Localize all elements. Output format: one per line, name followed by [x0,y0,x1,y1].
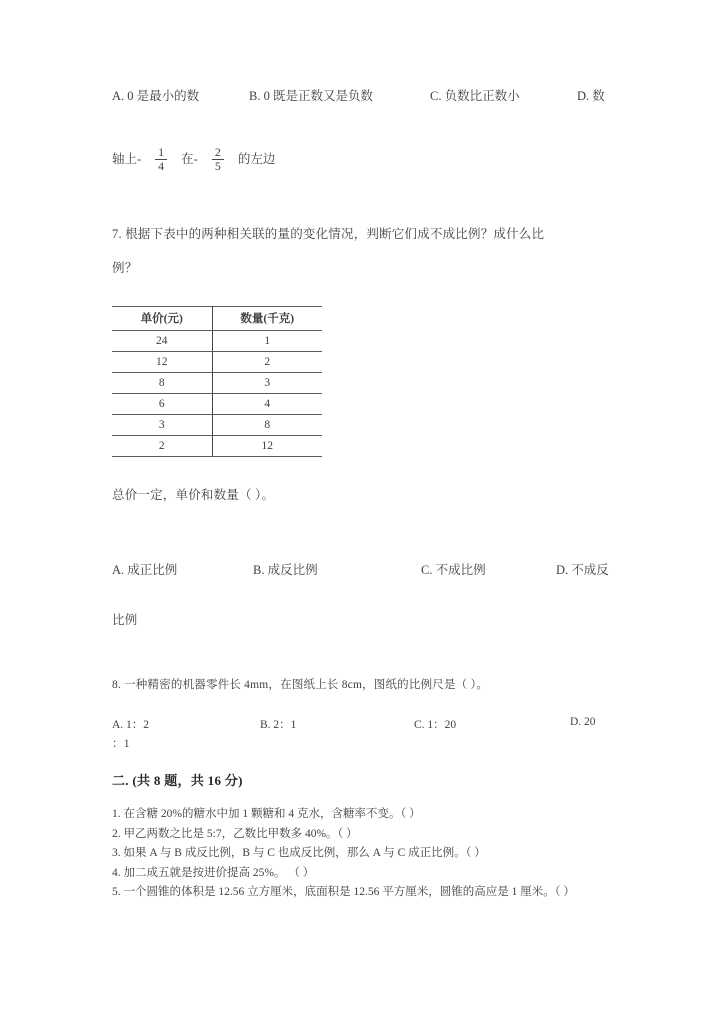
q6-option-c: C. 负数比正数小 [430,89,520,103]
q8-option-d-wrap: ：1 [112,738,130,750]
q8-option-d: D. 20 [570,716,596,728]
q7-stem-line-2: 例？ [112,261,138,275]
table-row [112,436,322,457]
table-cell-unit-price: 2 [112,436,212,457]
list-item: 3. 如果 A 与 B 成反比例，B 与 C 也成反比例，那么 A 与 C 成正比例。（ ） [112,847,486,859]
table-row [112,352,322,373]
list-item: 5. 一个圆锥的体积是 12.56 立方厘米，底面积是 12.56 平方厘米，圆锥的高应是 1 厘米。（ ） [112,886,575,898]
fraction-numerator: 2 [212,146,224,160]
table-row [112,373,322,394]
table-cell-quantity: 2 [212,352,322,373]
table-cell-quantity: 1 [212,331,322,352]
q8-option-b: B. 2：1 [260,719,297,731]
table-row [112,331,322,352]
fraction-denominator: 5 [214,158,221,173]
table-cell-quantity: 4 [212,394,322,415]
q6-continuation-line [112,138,275,178]
list-item: 4. 加二成五就是按进价提高 25%。 （ ） [112,866,315,879]
q6-continuation-prefix: 轴上- [112,152,142,166]
table-cell-unit-price: 3 [112,415,212,436]
section-two-heading: 二. (共 8 题，共 16 分) [112,773,243,788]
list-item: 2. 甲乙两数之比是 5:7，乙数比甲数多 40%。（ ） [112,827,358,840]
q6-continuation-middle: 在- [181,152,198,166]
q7-option-d-wrap: 比例 [112,613,138,627]
q8-option-c: C. 1：20 [414,719,457,731]
table-header-row [112,307,322,331]
q6-option-d: D. 数 [577,89,605,103]
fraction-one-quarter [155,146,167,172]
table-cell-unit-price: 12 [112,352,212,373]
q7-option-c: C. 不成比例 [421,563,486,577]
q7-option-b: B. 成反比例 [253,563,318,577]
table-row [112,394,322,415]
table-header-quantity: 数量(千克) [212,307,322,331]
table-row [112,415,322,436]
table-cell-unit-price: 24 [112,331,212,352]
q6-option-b: B. 0 既是正数又是负数 [249,89,373,103]
q7-sub-prompt: 总价一定，单价和数量（ ）。 [112,488,275,502]
fraction-two-fifths [212,146,224,172]
q7-stem-line-1: 7. 根据下表中的两种相关联的量的变化情况，判断它们成不成比例？成什么比 [112,227,545,241]
section-two-item-list [112,805,612,903]
q7-option-d: D. 不成反 [556,563,609,577]
q8-option-a: A. 1：2 [112,719,150,731]
table-header-unit-price: 单价(元) [112,307,212,331]
table-cell-quantity: 12 [212,436,322,457]
q7-option-a: A. 成正比例 [112,563,178,577]
price-quantity-table [112,306,322,457]
q6-continuation-suffix: 的左边 [237,152,276,166]
fraction-numerator: 1 [155,146,167,160]
fraction-denominator: 4 [158,158,165,173]
list-item: 1. 在含糖 20%的糖水中加 1 颗糖和 4 克水，含糖率不变。（ ） [112,808,421,820]
q8-stem: 8. 一种精密的机器零件长 4mm，在图纸上长 8cm，图纸的比例尺是（ ）。 [112,679,489,691]
table-cell-unit-price: 6 [112,394,212,415]
q6-option-a: A. 0 是最小的数 [112,89,200,103]
table-cell-quantity: 8 [212,415,322,436]
table-cell-quantity: 3 [212,373,322,394]
table-cell-unit-price: 8 [112,373,212,394]
